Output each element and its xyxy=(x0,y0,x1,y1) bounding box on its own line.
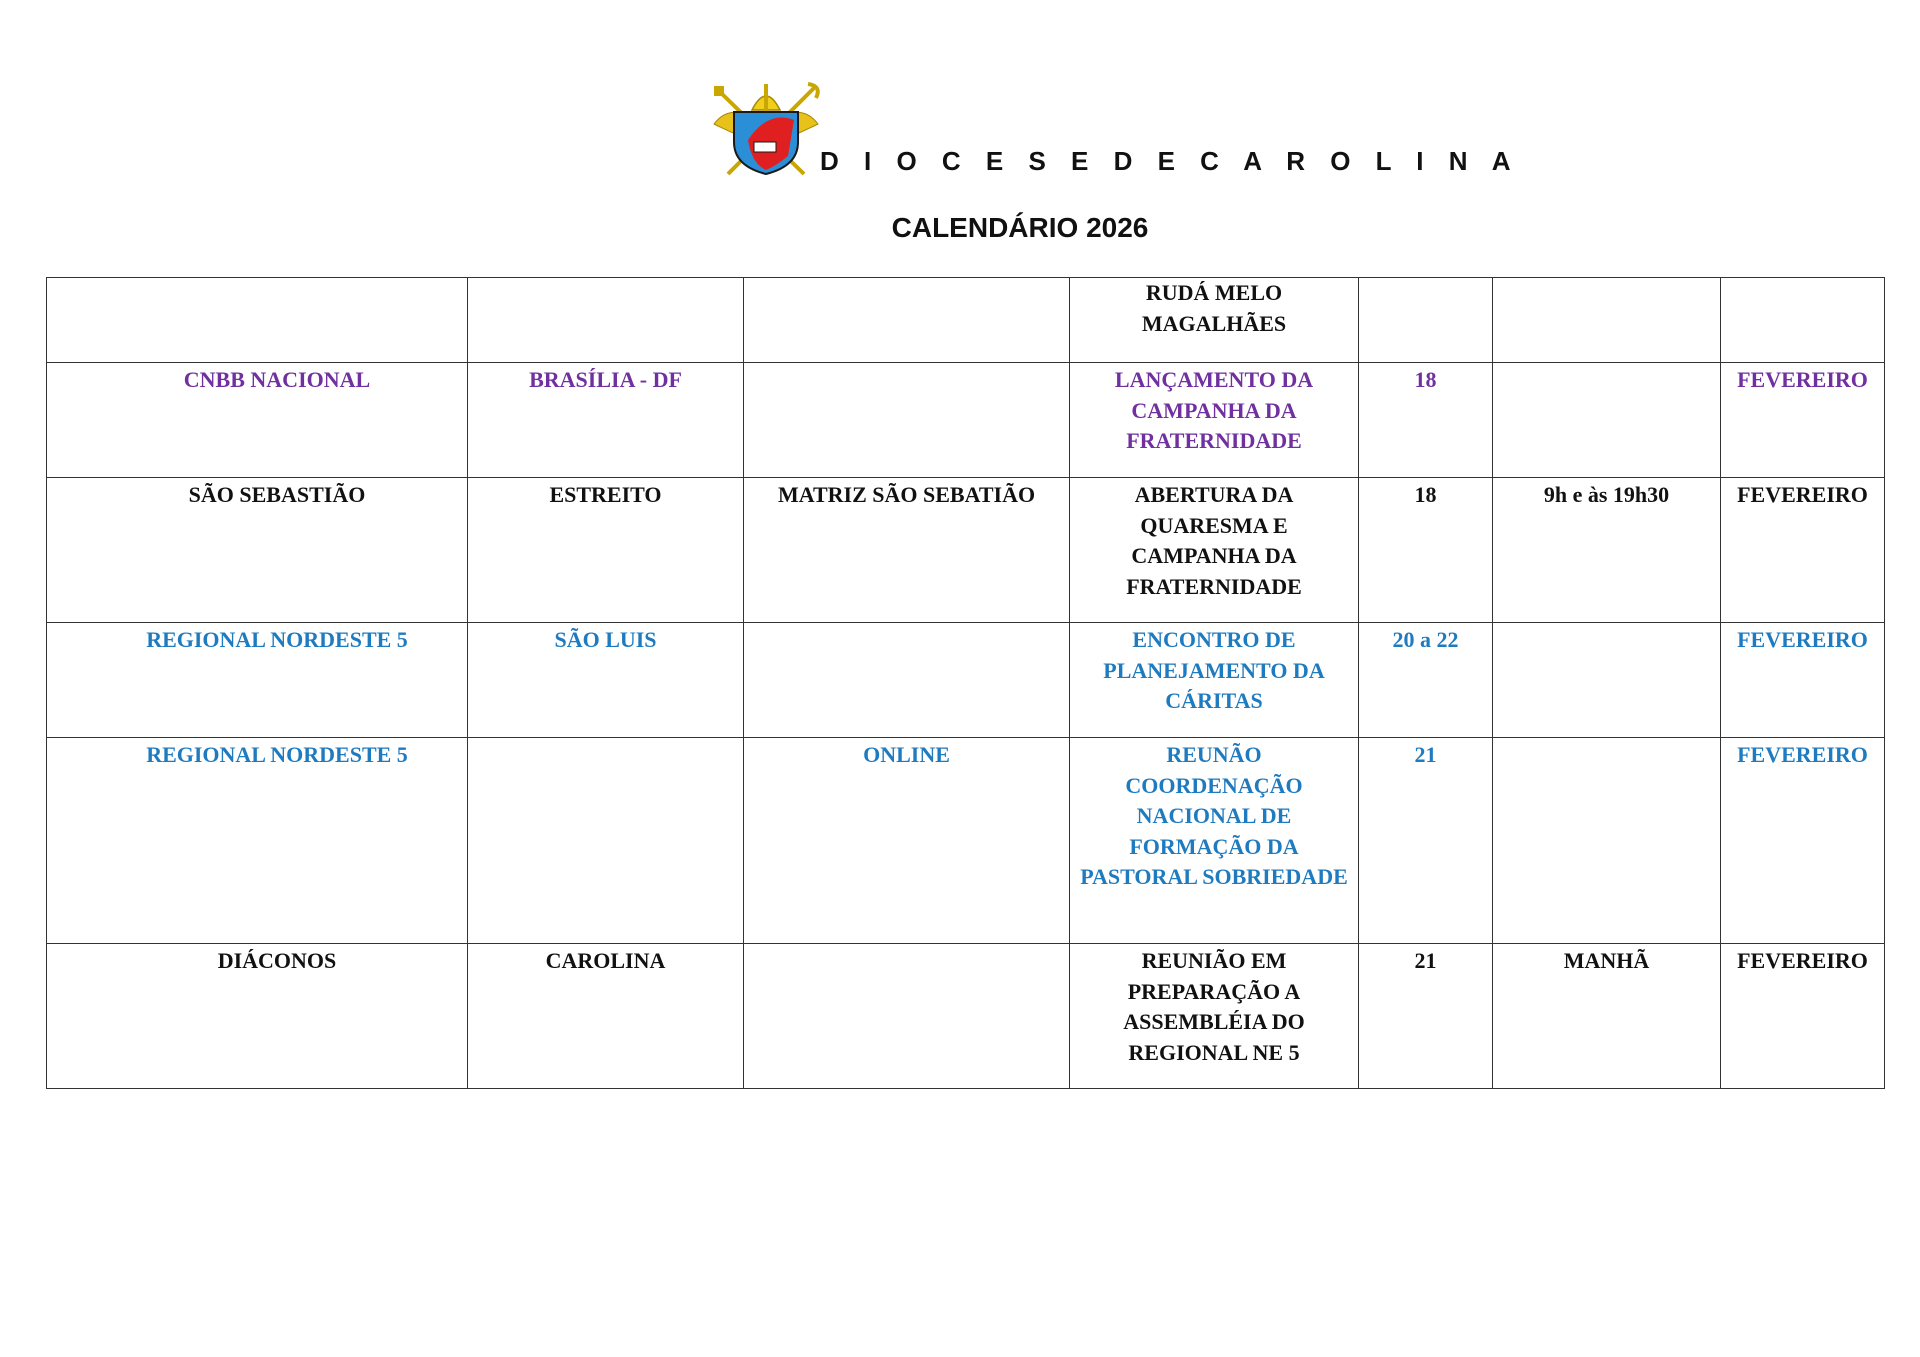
events-table-body xyxy=(47,278,1885,1089)
cell-city: SÃO LUIS xyxy=(468,623,744,738)
diocese-coat-of-arms-icon xyxy=(708,80,824,176)
document-header xyxy=(0,0,1920,270)
table-row xyxy=(47,944,1885,1089)
cell-entity: SÃO SEBASTIÃO xyxy=(47,478,468,623)
cell-city: CAROLINA xyxy=(468,944,744,1089)
cell-city xyxy=(468,738,744,944)
table-row xyxy=(47,478,1885,623)
cell-venue xyxy=(744,623,1070,738)
cell-venue xyxy=(744,363,1070,478)
cell-venue xyxy=(744,278,1070,363)
table-row xyxy=(47,623,1885,738)
cell-city: ESTREITO xyxy=(468,478,744,623)
cell-time: 9h e às 19h30 xyxy=(1493,478,1721,623)
calendar-title: CALENDÁRIO 2026 xyxy=(891,212,1149,243)
table-row xyxy=(47,738,1885,944)
cell-time xyxy=(1493,738,1721,944)
cell-day: 21 xyxy=(1359,738,1493,944)
cell-entity: REGIONAL NORDESTE 5 xyxy=(47,623,468,738)
cell-venue: MATRIZ SÃO SEBATIÃO xyxy=(744,478,1070,623)
cell-entity: CNBB NACIONAL xyxy=(47,363,468,478)
org-name: D I O C E S E D E C A R O L I N A xyxy=(820,146,1520,176)
cell-time xyxy=(1493,623,1721,738)
cell-city: BRASÍLIA - DF xyxy=(468,363,744,478)
cell-time xyxy=(1493,363,1721,478)
cell-event: ABERTURA DA QUARESMA E CAMPANHA DA FRATERNIDADE xyxy=(1070,478,1359,623)
cell-venue: ONLINE xyxy=(744,738,1070,944)
cell-day: 20 a 22 xyxy=(1359,623,1493,738)
cell-month: FEVEREIRO xyxy=(1721,944,1885,1089)
cell-entity: REGIONAL NORDESTE 5 xyxy=(47,738,468,944)
cell-month: FEVEREIRO xyxy=(1721,363,1885,478)
cell-event: REUNIÃO EM PREPARAÇÃO A ASSEMBLÉIA DO REGIONAL NE 5 xyxy=(1070,944,1359,1089)
cell-entity xyxy=(47,278,468,363)
cell-time xyxy=(1493,278,1721,363)
cell-event: ENCONTRO DE PLANEJAMENTO DA CÁRITAS xyxy=(1070,623,1359,738)
cell-month xyxy=(1721,278,1885,363)
cell-day xyxy=(1359,278,1493,363)
cell-day: 18 xyxy=(1359,478,1493,623)
cell-event: RUDÁ MELO MAGALHÃES xyxy=(1070,278,1359,363)
table-row xyxy=(47,278,1885,363)
cell-day: 21 xyxy=(1359,944,1493,1089)
cell-month: FEVEREIRO xyxy=(1721,738,1885,944)
cell-day: 18 xyxy=(1359,363,1493,478)
cell-month: FEVEREIRO xyxy=(1721,623,1885,738)
cell-month: FEVEREIRO xyxy=(1721,478,1885,623)
cell-event: LANÇAMENTO DA CAMPANHA DA FRATERNIDADE xyxy=(1070,363,1359,478)
cell-city xyxy=(468,278,744,363)
cell-event: REUNÃO COORDENAÇÃO NACIONAL DE FORMAÇÃO DA PASTORAL SOBRIEDADE xyxy=(1070,738,1359,944)
cell-time: MANHÃ xyxy=(1493,944,1721,1089)
events-table xyxy=(46,277,1885,1089)
cell-venue xyxy=(744,944,1070,1089)
table-row xyxy=(47,363,1885,478)
cell-entity: DIÁCONOS xyxy=(47,944,468,1089)
